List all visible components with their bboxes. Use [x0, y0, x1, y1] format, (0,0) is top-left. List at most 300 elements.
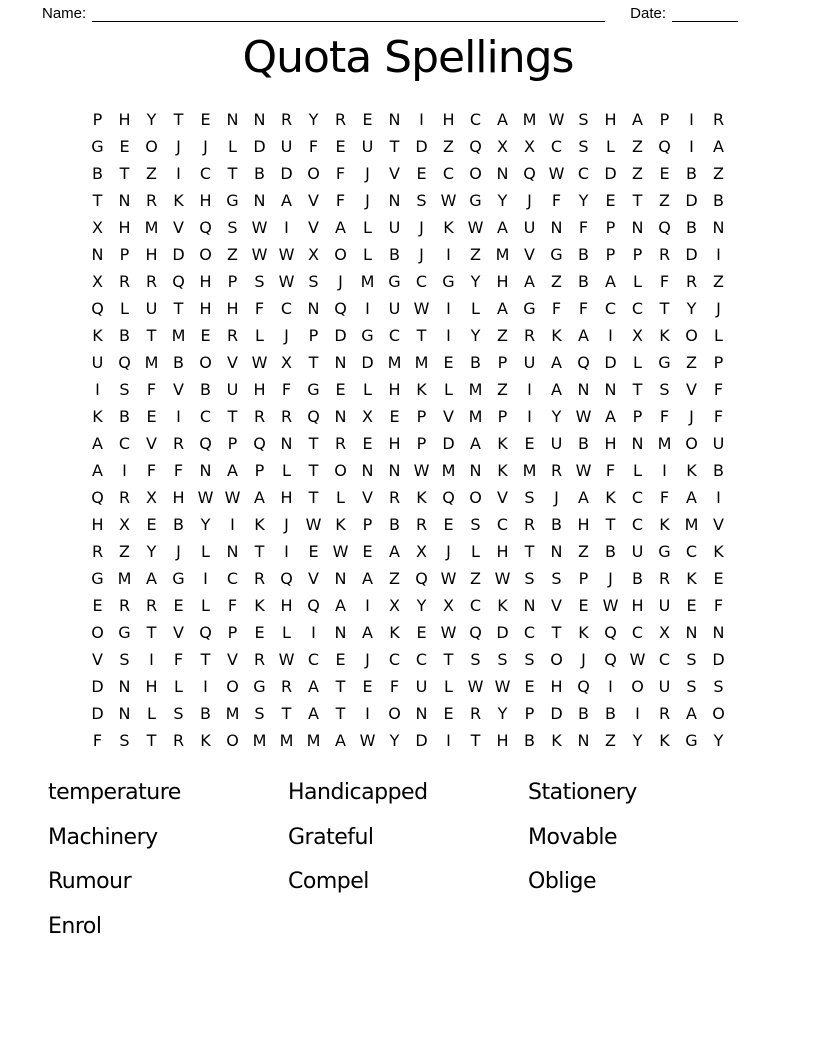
grid-cell: V [686, 379, 697, 399]
grid-cell: E [605, 190, 616, 210]
grid-cell: O [631, 676, 644, 696]
grid-cell: Z [632, 163, 643, 183]
grid-cell: W [467, 217, 484, 237]
grid-cell: K [416, 379, 427, 399]
grid-cell: B [173, 352, 184, 372]
grid-cell: S [308, 271, 319, 291]
grid-cell: F [92, 730, 103, 750]
grid-cell: Y [200, 514, 211, 534]
grid-cell: N [253, 109, 266, 129]
grid-cell: H [604, 109, 617, 129]
grid-cell: V [308, 190, 319, 210]
grid-cell: P [713, 352, 724, 372]
page-title: Quota Spellings [242, 32, 574, 84]
grid-cell: M [171, 325, 186, 345]
grid-cell: Q [334, 298, 347, 318]
grid-cell: N [307, 298, 320, 318]
grid-cell: F [389, 676, 400, 696]
word-list-item: Stationery [528, 780, 637, 805]
grid-cell: S [686, 649, 697, 669]
grid-cell: T [416, 325, 427, 345]
grid-cell: F [578, 217, 589, 237]
grid-cell: Y [686, 298, 697, 318]
grid-cell: D [442, 433, 455, 453]
grid-cell: M [144, 352, 159, 372]
grid-cell: X [524, 136, 535, 156]
grid-cell: B [605, 703, 616, 723]
grid-cell: O [469, 487, 482, 507]
grid-cell: O [685, 433, 698, 453]
grid-cell: J [176, 541, 181, 561]
grid-cell: E [92, 595, 103, 615]
grid-cell: F [551, 298, 562, 318]
grid-cell: C [631, 622, 644, 642]
grid-cell: I [419, 109, 424, 129]
grid-cell: M [117, 568, 132, 588]
grid-cell: Q [199, 433, 212, 453]
grid-cell: N [577, 730, 590, 750]
grid-cell: T [227, 163, 238, 183]
grid-cell: G [307, 379, 320, 399]
grid-cell: V [524, 244, 535, 264]
grid-cell: B [119, 325, 130, 345]
grid-cell: G [91, 568, 104, 588]
grid-cell: N [118, 676, 131, 696]
grid-cell: T [200, 649, 211, 669]
grid-cell: J [338, 271, 343, 291]
grid-cell: L [147, 703, 156, 723]
grid-cell: M [144, 217, 159, 237]
grid-cell: H [280, 595, 293, 615]
grid-cell: L [633, 271, 642, 291]
grid-cell: N [712, 622, 725, 642]
grid-cell: C [415, 649, 428, 669]
grid-cell: A [146, 568, 157, 588]
grid-cell: S [416, 190, 427, 210]
grid-cell: C [199, 163, 212, 183]
grid-cell: R [685, 271, 698, 291]
grid-cell: L [444, 379, 453, 399]
grid-cell: V [173, 379, 184, 399]
grid-cell: A [281, 190, 292, 210]
grid-cell: W [440, 190, 457, 210]
grid-cell: T [146, 325, 157, 345]
grid-cell: K [686, 460, 697, 480]
grid-cell: D [91, 703, 104, 723]
grid-cell: A [578, 487, 589, 507]
grid-cell: W [305, 514, 322, 534]
grid-cell: D [172, 244, 185, 264]
grid-cell: P [497, 406, 508, 426]
grid-cell: Q [577, 352, 590, 372]
grid-cell: I [446, 298, 451, 318]
grid-cell: T [254, 541, 265, 561]
grid-cell: Z [659, 190, 670, 210]
grid-cell: I [365, 703, 370, 723]
grid-cell: S [578, 136, 589, 156]
grid-cell: T [470, 730, 481, 750]
grid-cell: T [524, 541, 535, 561]
grid-cell: F [659, 271, 670, 291]
grid-cell: N [496, 163, 509, 183]
grid-cell: N [334, 568, 347, 588]
grid-cell: Q [442, 487, 455, 507]
grid-cell: E [362, 541, 373, 561]
grid-cell: K [254, 595, 265, 615]
grid-cell: H [442, 109, 455, 129]
grid-cell: Z [551, 271, 562, 291]
word-list-item: Rumour [48, 869, 132, 894]
grid-cell: R [253, 568, 266, 588]
grid-cell: T [173, 298, 184, 318]
grid-cell: H [199, 271, 212, 291]
word-list-column [528, 770, 637, 948]
grid-cell: Q [577, 676, 590, 696]
grid-cell: Y [578, 190, 589, 210]
grid-cell: A [497, 109, 508, 129]
grid-cell: L [471, 298, 480, 318]
grid-cell: T [632, 379, 643, 399]
grid-cell: A [497, 217, 508, 237]
grid-cell: O [334, 460, 347, 480]
grid-cell: P [254, 460, 265, 480]
grid-cell: N [415, 703, 428, 723]
grid-cell: A [551, 379, 562, 399]
grid-cell: F [713, 595, 724, 615]
date-fill-line [672, 6, 738, 22]
grid-cell: C [469, 595, 482, 615]
grid-cell: S [524, 649, 535, 669]
grid-cell: F [308, 136, 319, 156]
grid-cell: C [658, 649, 671, 669]
grid-cell: N [388, 190, 401, 210]
grid-cell: J [365, 649, 370, 669]
grid-cell: S [524, 568, 535, 588]
grid-cell: C [226, 568, 239, 588]
grid-cell: M [306, 730, 321, 750]
grid-cell: E [146, 406, 157, 426]
grid-cell: L [363, 379, 372, 399]
grid-cell: Z [227, 244, 238, 264]
grid-cell: P [497, 352, 508, 372]
grid-cell: F [146, 460, 157, 480]
grid-cell: H [199, 190, 212, 210]
grid-cell: E [362, 109, 373, 129]
grid-cell: Z [119, 541, 130, 561]
grid-cell: C [631, 298, 644, 318]
grid-cell: F [578, 298, 589, 318]
grid-cell: L [444, 676, 453, 696]
grid-cell: C [442, 163, 455, 183]
grid-cell: P [605, 244, 616, 264]
grid-cell: N [523, 595, 536, 615]
grid-cell: X [146, 487, 157, 507]
grid-cell: W [278, 244, 295, 264]
grid-cell: O [145, 136, 158, 156]
grid-cell: V [173, 622, 184, 642]
grid-cell: L [714, 325, 723, 345]
grid-cell: W [440, 622, 457, 642]
grid-cell: O [199, 244, 212, 264]
grid-cell: M [468, 379, 483, 399]
grid-cell: Z [578, 541, 589, 561]
grid-cell: R [280, 676, 293, 696]
grid-cell: S [254, 271, 265, 291]
grid-cell: W [629, 649, 646, 669]
grid-cell: B [578, 244, 589, 264]
grid-cell: P [416, 433, 427, 453]
grid-cell: K [686, 568, 697, 588]
grid-cell: T [335, 703, 346, 723]
grid-cell: H [604, 433, 617, 453]
grid-cell: A [362, 622, 373, 642]
grid-cell: K [497, 460, 508, 480]
grid-cell: H [631, 595, 644, 615]
grid-cell: B [389, 514, 400, 534]
grid-cell: N [118, 703, 131, 723]
grid-cell: R [118, 595, 131, 615]
grid-cell: T [146, 622, 157, 642]
grid-cell: Q [415, 568, 428, 588]
grid-cell: I [230, 514, 235, 534]
grid-cell: D [415, 730, 428, 750]
grid-cell: G [550, 244, 563, 264]
grid-cell: K [605, 487, 616, 507]
grid-cell: N [388, 109, 401, 129]
grid-cell: M [522, 109, 537, 129]
grid-cell: B [686, 217, 697, 237]
grid-cell: N [712, 217, 725, 237]
grid-cell: I [527, 406, 532, 426]
grid-cell: L [633, 460, 642, 480]
grid-cell: Z [470, 244, 481, 264]
grid-cell: K [551, 325, 562, 345]
grid-cell: E [416, 163, 427, 183]
grid-cell: V [443, 406, 454, 426]
grid-cell: E [416, 622, 427, 642]
grid-cell: N [550, 217, 563, 237]
grid-cell: I [527, 379, 532, 399]
grid-cell: A [335, 595, 346, 615]
grid-cell: R [253, 406, 266, 426]
grid-cell: Z [389, 568, 400, 588]
grid-cell: A [335, 217, 346, 237]
grid-cell: A [227, 460, 238, 480]
grid-cell: G [253, 676, 266, 696]
grid-cell: F [659, 487, 670, 507]
grid-cell: A [308, 676, 319, 696]
grid-cell: S [659, 379, 670, 399]
grid-cell: O [712, 703, 725, 723]
grid-cell: R [91, 541, 104, 561]
grid-cell: D [685, 244, 698, 264]
grid-cell: I [176, 406, 181, 426]
grid-cell: E [443, 514, 454, 534]
grid-cell: E [443, 703, 454, 723]
grid-cell: W [251, 217, 268, 237]
grid-cell: W [548, 163, 565, 183]
grid-cell: E [335, 136, 346, 156]
grid-cell: W [224, 487, 241, 507]
grid-cell: K [497, 595, 508, 615]
grid-cell: K [173, 190, 184, 210]
grid-cell: M [684, 514, 699, 534]
grid-cell: S [470, 649, 481, 669]
grid-cell: N [388, 460, 401, 480]
grid-cell: A [713, 136, 724, 156]
grid-cell: X [362, 406, 373, 426]
grid-cell: G [523, 298, 536, 318]
grid-cell: D [334, 325, 347, 345]
grid-cell: I [608, 325, 613, 345]
grid-cell: Q [604, 622, 617, 642]
grid-cell: Z [470, 568, 481, 588]
grid-cell: T [308, 352, 319, 372]
word-list-item: Compel [288, 869, 369, 894]
grid-cell: G [91, 136, 104, 156]
grid-cell: N [91, 244, 104, 264]
grid-cell: I [716, 244, 721, 264]
grid-cell: R [172, 730, 185, 750]
grid-cell: J [365, 190, 370, 210]
grid-cell: T [551, 622, 562, 642]
grid-cell: P [119, 244, 130, 264]
grid-cell: S [119, 379, 130, 399]
grid-cell: X [416, 541, 427, 561]
grid-cell: W [494, 676, 511, 696]
grid-cell: O [685, 325, 698, 345]
date-label: Date: [630, 5, 666, 22]
grid-cell: U [658, 595, 671, 615]
grid-cell: C [631, 514, 644, 534]
grid-cell: S [470, 514, 481, 534]
grid-cell: T [308, 460, 319, 480]
grid-cell: Y [146, 109, 157, 129]
grid-cell: G [442, 271, 455, 291]
grid-cell: B [713, 190, 724, 210]
grid-cell: L [282, 460, 291, 480]
grid-cell: K [200, 730, 211, 750]
grid-cell: J [419, 244, 424, 264]
grid-cell: T [92, 190, 103, 210]
word-list-item: Movable [528, 824, 618, 850]
grid-cell: I [446, 244, 451, 264]
grid-cell: B [551, 514, 562, 534]
grid-cell: F [659, 406, 670, 426]
grid-cell: H [145, 676, 158, 696]
grid-cell: P [92, 109, 103, 129]
grid-cell: G [658, 541, 671, 561]
grid-cell: A [362, 568, 373, 588]
grid-cell: C [550, 136, 563, 156]
grid-cell: Y [713, 730, 724, 750]
grid-cell: I [635, 703, 640, 723]
grid-cell: R [523, 514, 536, 534]
grid-cell: K [416, 487, 427, 507]
grid-cell: R [415, 514, 428, 534]
grid-cell: B [578, 271, 589, 291]
grid-cell: I [716, 487, 721, 507]
grid-cell: N [199, 460, 212, 480]
grid-cell: M [414, 352, 429, 372]
grid-cell: B [686, 163, 697, 183]
grid-cell: E [254, 622, 265, 642]
grid-cell: I [365, 298, 370, 318]
grid-cell: Y [632, 730, 643, 750]
name-date-header [42, 5, 738, 22]
grid-cell: C [577, 163, 590, 183]
grid-cell: C [604, 298, 617, 318]
grid-cell: G [118, 622, 131, 642]
grid-cell: Q [253, 433, 266, 453]
grid-cell: A [686, 703, 697, 723]
grid-cell: R [226, 325, 239, 345]
grid-cell: W [413, 460, 430, 480]
grid-cell: V [146, 433, 157, 453]
grid-cell: R [280, 406, 293, 426]
grid-cell: V [389, 163, 400, 183]
grid-cell: K [92, 406, 103, 426]
grid-cell: I [284, 217, 289, 237]
grid-cell: A [632, 109, 643, 129]
grid-cell: N [334, 352, 347, 372]
grid-cell: F [227, 595, 238, 615]
grid-cell: P [524, 703, 535, 723]
grid-cell: E [578, 595, 589, 615]
grid-cell: A [470, 433, 481, 453]
grid-cell: I [365, 595, 370, 615]
grid-cell: O [388, 703, 401, 723]
grid-cell: J [284, 325, 289, 345]
grid-cell: A [605, 406, 616, 426]
grid-cell: T [146, 730, 157, 750]
grid-cell: X [119, 514, 130, 534]
grid-cell: H [577, 514, 590, 534]
grid-cell: L [201, 541, 210, 561]
grid-cell: W [278, 271, 295, 291]
grid-cell: O [226, 730, 239, 750]
grid-cell: F [146, 379, 157, 399]
grid-cell: N [604, 379, 617, 399]
grid-cell: W [413, 298, 430, 318]
grid-cell: R [469, 703, 482, 723]
grid-cell: A [605, 271, 616, 291]
grid-cell: O [199, 352, 212, 372]
word-list-item: Grateful [288, 824, 374, 850]
grid-cell: J [446, 541, 451, 561]
grid-cell: D [604, 163, 617, 183]
grid-cell: A [686, 487, 697, 507]
grid-cell: I [122, 460, 127, 480]
grid-cell: K [443, 217, 454, 237]
grid-cell: Y [308, 109, 319, 129]
grid-cell: U [658, 676, 671, 696]
grid-cell: L [336, 487, 345, 507]
grid-cell: W [575, 406, 592, 426]
grid-cell: I [203, 568, 208, 588]
grid-cell: N [280, 433, 293, 453]
grid-cell: F [335, 190, 346, 210]
grid-cell: T [308, 487, 319, 507]
grid-cell: B [200, 379, 211, 399]
grid-cell: Y [497, 190, 508, 210]
grid-cell: N [577, 379, 590, 399]
grid-cell: C [631, 487, 644, 507]
grid-cell: K [659, 325, 670, 345]
grid-cell: F [605, 460, 616, 480]
grid-cell: Z [605, 730, 616, 750]
grid-cell: O [226, 676, 239, 696]
